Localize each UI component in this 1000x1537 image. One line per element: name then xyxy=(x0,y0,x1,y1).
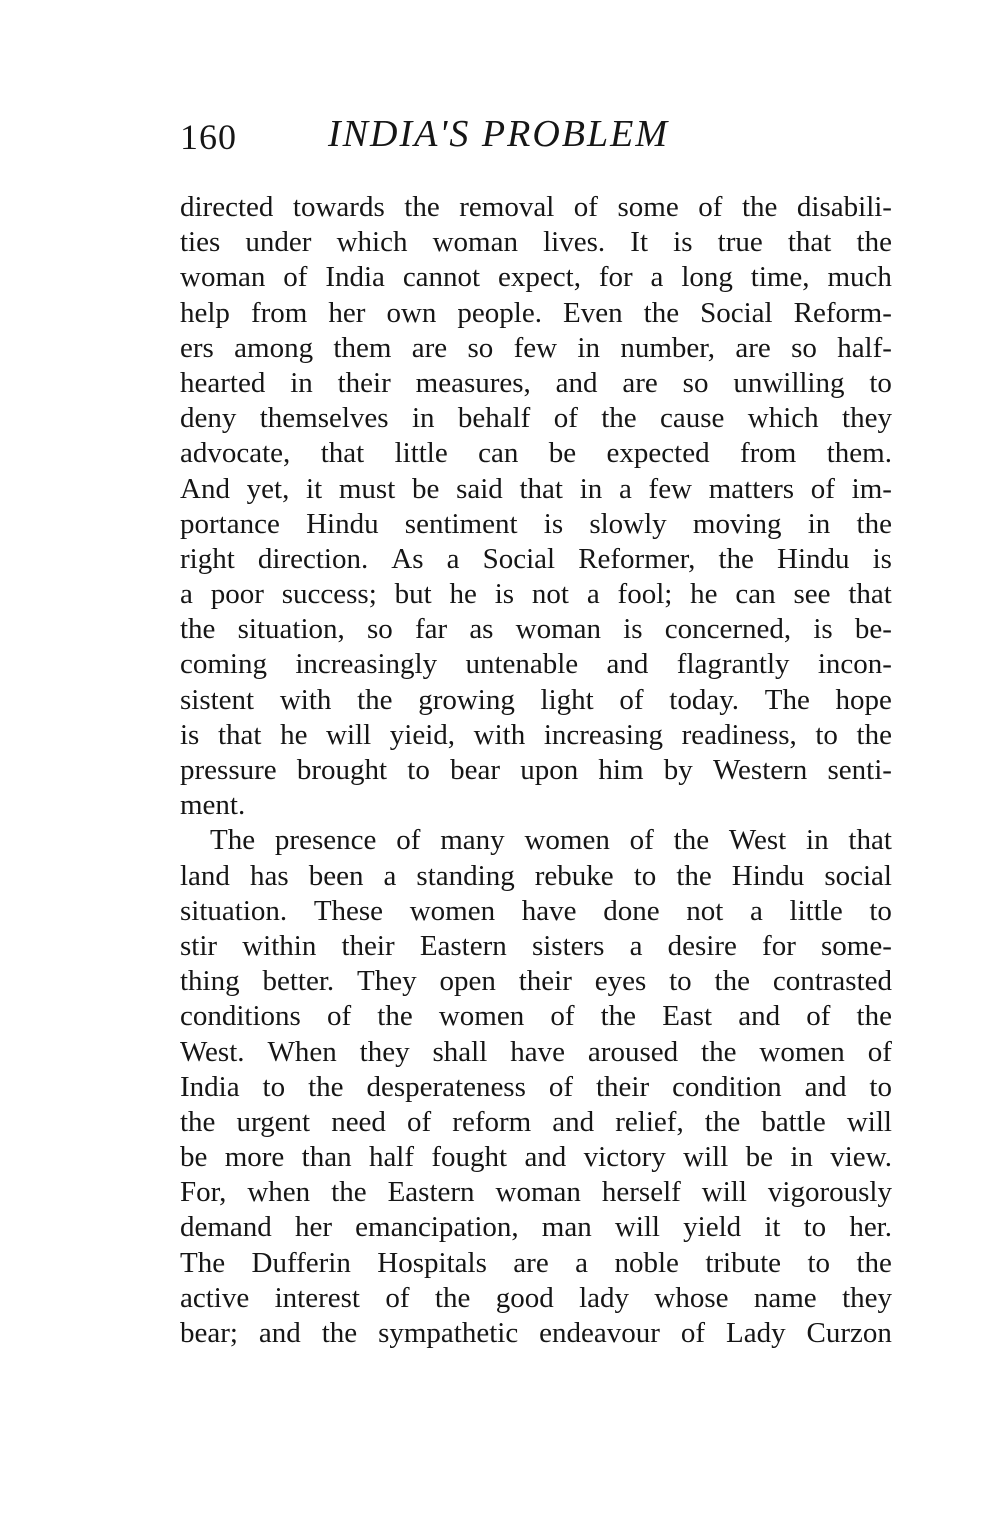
text-line: the situation, so far as woman is concerned, is be- xyxy=(180,613,892,646)
text-line: The presence of many women of the West in that xyxy=(210,824,892,857)
text-line: ers among them are so few in number, are so half- xyxy=(180,331,892,364)
text-line: ment. xyxy=(180,789,246,822)
text-line: pressure brought to bear upon him by Western senti- xyxy=(180,754,892,786)
text-line: For, when the Eastern woman herself will vigorously xyxy=(180,1176,892,1209)
text-line: is that he will yieid, with increasing readiness, to the xyxy=(180,718,892,751)
text-line: situation. These women have done not a little to xyxy=(180,894,892,927)
text-line: The Dufferin Hospitals are a noble tribute to the xyxy=(180,1246,892,1279)
text-line: And yet, it must be said that in a few matters of im- xyxy=(180,472,892,505)
text-line: conditions of the women of the East and of the xyxy=(180,1000,892,1033)
text-line: ties under which woman lives. It is true that the xyxy=(180,226,892,259)
text-line: woman of India cannot expect, for a long time, much xyxy=(180,261,892,294)
body-text xyxy=(180,190,892,1351)
text-line: portance Hindu sentiment is slowly moving in the xyxy=(180,507,892,540)
text-line: thing better. They open their eyes to the contrasted xyxy=(180,965,892,998)
text-line: active interest of the good lady whose name they xyxy=(180,1281,892,1314)
text-line: stir within their Eastern sisters a desire for some- xyxy=(180,929,892,962)
text-line: directed towards the removal of some of the disabili- xyxy=(180,191,892,223)
book-title: INDIA'S PROBLEM xyxy=(328,113,670,155)
text-line: advocate, that little can be expected from them. xyxy=(180,437,892,470)
text-line: India to the desperateness of their condition and to xyxy=(180,1070,892,1103)
text-line: the urgent need of reform and relief, the battle will xyxy=(180,1105,892,1138)
paragraph xyxy=(180,823,892,1351)
text-line: right direction. As a Social Reformer, the Hindu is xyxy=(180,542,892,575)
text-line: a poor success; but he is not a fool; he can see that xyxy=(180,578,892,611)
text-line: help from her own people. Even the Social Reform- xyxy=(180,296,892,329)
text-line: deny themselves in behalf of the cause which they xyxy=(180,402,892,435)
running-head xyxy=(180,112,900,162)
text-line: bear; and the sympathetic endeavour of Lady Curzon xyxy=(180,1317,892,1349)
text-line: coming increasingly untenable and flagrantly incon- xyxy=(180,648,892,681)
text-line: be more than half fought and victory will be in view. xyxy=(180,1141,892,1174)
text-line: West. When they shall have aroused the women of xyxy=(180,1035,892,1068)
text-line: demand her emancipation, man will yield it to her. xyxy=(180,1211,892,1244)
page-number: 160 xyxy=(180,117,237,157)
text-line: land has been a standing rebuke to the Hindu social xyxy=(180,859,892,892)
paragraph xyxy=(180,190,892,823)
text-line: hearted in their measures, and are so unwilling to xyxy=(180,366,892,399)
text-line: sistent with the growing light of today. The hope xyxy=(180,683,892,716)
